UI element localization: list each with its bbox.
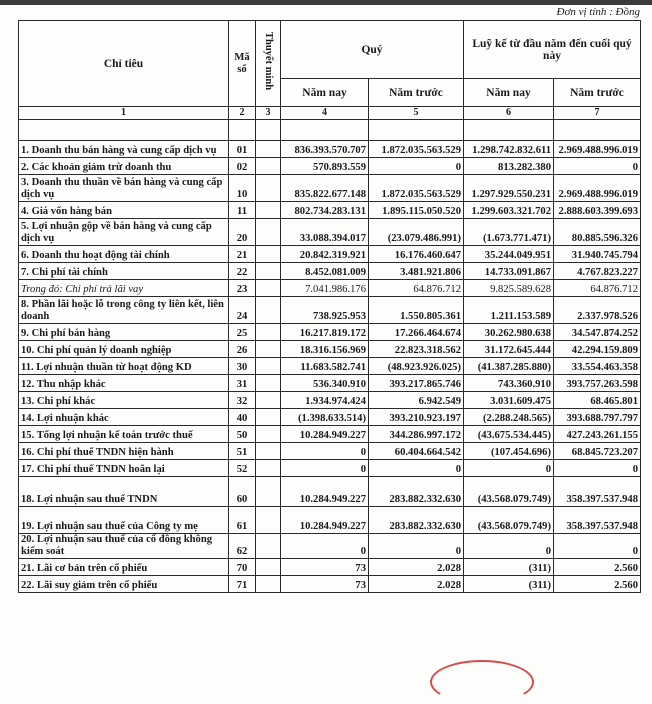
row-ytd-this-year: 35.244.049.951 bbox=[464, 246, 554, 263]
row-note bbox=[256, 280, 281, 297]
row-label: 6. Doanh thu hoạt động tài chính bbox=[19, 246, 229, 263]
row-code: 10 bbox=[229, 175, 256, 202]
row-quarter-prev-year: 0 bbox=[369, 460, 464, 477]
row-code: 31 bbox=[229, 375, 256, 392]
row-code: 26 bbox=[229, 341, 256, 358]
row-code: 20 bbox=[229, 219, 256, 246]
row-quarter-this-year: 11.683.582.741 bbox=[281, 358, 369, 375]
row-label: 1. Doanh thu bán hàng và cung cấp dịch vụ bbox=[19, 141, 229, 158]
header-q-nam-nay: Năm nay bbox=[281, 79, 369, 107]
row-code: 25 bbox=[229, 324, 256, 341]
row-note bbox=[256, 202, 281, 219]
row-ytd-prev-year: 2.337.978.526 bbox=[554, 297, 641, 324]
table-row bbox=[19, 375, 641, 392]
table-row bbox=[19, 392, 641, 409]
row-note bbox=[256, 297, 281, 324]
row-quarter-this-year: 1.934.974.424 bbox=[281, 392, 369, 409]
row-quarter-this-year: 0 bbox=[281, 443, 369, 460]
row-ytd-this-year: 0 bbox=[464, 534, 554, 559]
table-row bbox=[19, 219, 641, 246]
table-row bbox=[19, 460, 641, 477]
row-quarter-prev-year: 1.550.805.361 bbox=[369, 297, 464, 324]
row-note bbox=[256, 477, 281, 507]
row-ytd-prev-year: 68.845.723.207 bbox=[554, 443, 641, 460]
row-ytd-prev-year: 34.547.874.252 bbox=[554, 324, 641, 341]
row-code: 22 bbox=[229, 263, 256, 280]
table-row bbox=[19, 297, 641, 324]
table-row bbox=[19, 443, 641, 460]
table-row bbox=[19, 158, 641, 175]
row-label: 4. Giá vốn hàng bán bbox=[19, 202, 229, 219]
row-ytd-this-year: (311) bbox=[464, 576, 554, 593]
row-quarter-prev-year: 393.217.865.746 bbox=[369, 375, 464, 392]
table-row bbox=[19, 280, 641, 297]
row-quarter-this-year: 8.452.081.009 bbox=[281, 263, 369, 280]
row-code: 01 bbox=[229, 141, 256, 158]
row-quarter-this-year: 536.340.910 bbox=[281, 375, 369, 392]
row-ytd-this-year: 1.299.603.321.702 bbox=[464, 202, 554, 219]
table-row bbox=[19, 477, 641, 507]
row-code: 61 bbox=[229, 507, 256, 534]
row-label: 11. Lợi nhuận thuần từ hoạt động KD bbox=[19, 358, 229, 375]
row-label: 2. Các khoản giảm trừ doanh thu bbox=[19, 158, 229, 175]
table-row bbox=[19, 409, 641, 426]
row-quarter-prev-year: (48.923.926.025) bbox=[369, 358, 464, 375]
row-ytd-prev-year: 358.397.537.948 bbox=[554, 477, 641, 507]
row-ytd-this-year: 14.733.091.867 bbox=[464, 263, 554, 280]
row-quarter-prev-year: 283.882.332.630 bbox=[369, 477, 464, 507]
row-quarter-prev-year: 2.028 bbox=[369, 576, 464, 593]
header-q-nam-truoc: Năm trước bbox=[369, 79, 464, 107]
row-quarter-prev-year: 2.028 bbox=[369, 559, 464, 576]
row-label: 21. Lãi cơ bản trên cổ phiếu bbox=[19, 559, 229, 576]
row-quarter-this-year: 0 bbox=[281, 534, 369, 559]
row-note bbox=[256, 507, 281, 534]
row-quarter-this-year: 802.734.283.131 bbox=[281, 202, 369, 219]
row-quarter-this-year: 33.088.394.017 bbox=[281, 219, 369, 246]
row-ytd-prev-year: 2.969.488.996.019 bbox=[554, 141, 641, 158]
header-chi-tieu: Chỉ tiêu bbox=[19, 21, 229, 107]
row-note bbox=[256, 534, 281, 559]
header-group-luy-ke: Luỹ kế từ đầu năm đến cuối quý này bbox=[464, 21, 641, 79]
unit-label: Đơn vị tính : Đồng bbox=[556, 6, 640, 18]
row-ytd-prev-year: 33.554.463.358 bbox=[554, 358, 641, 375]
row-ytd-prev-year: 0 bbox=[554, 158, 641, 175]
table-row bbox=[19, 576, 641, 593]
row-quarter-this-year: 10.284.949.227 bbox=[281, 477, 369, 507]
row-quarter-prev-year: 0 bbox=[369, 158, 464, 175]
row-quarter-this-year: 20.842.319.921 bbox=[281, 246, 369, 263]
row-note bbox=[256, 443, 281, 460]
row-quarter-prev-year: 283.882.332.630 bbox=[369, 507, 464, 534]
table-row bbox=[19, 246, 641, 263]
row-label: 12. Thu nhập khác bbox=[19, 375, 229, 392]
row-ytd-this-year: (311) bbox=[464, 559, 554, 576]
row-ytd-prev-year: 4.767.823.227 bbox=[554, 263, 641, 280]
row-label: 9. Chi phí bán hàng bbox=[19, 324, 229, 341]
table-row bbox=[19, 507, 641, 534]
row-ytd-prev-year: 427.243.261.155 bbox=[554, 426, 641, 443]
row-label: 18. Lợi nhuận sau thuế TNDN bbox=[19, 477, 229, 507]
row-ytd-prev-year: 358.397.537.948 bbox=[554, 507, 641, 534]
row-quarter-prev-year: 3.481.921.806 bbox=[369, 263, 464, 280]
row-note bbox=[256, 341, 281, 358]
row-quarter-this-year: 73 bbox=[281, 576, 369, 593]
row-ytd-prev-year: 64.876.712 bbox=[554, 280, 641, 297]
table-row bbox=[19, 559, 641, 576]
row-code: 50 bbox=[229, 426, 256, 443]
row-note bbox=[256, 460, 281, 477]
row-quarter-this-year: 7.041.986.176 bbox=[281, 280, 369, 297]
row-note bbox=[256, 358, 281, 375]
row-note bbox=[256, 559, 281, 576]
row-code: 70 bbox=[229, 559, 256, 576]
row-ytd-this-year: 31.172.645.444 bbox=[464, 341, 554, 358]
top-dark-bar bbox=[0, 0, 652, 5]
table-row bbox=[19, 175, 641, 202]
header-ma-so: Mã số bbox=[229, 21, 256, 107]
row-ytd-this-year: 1.211.153.589 bbox=[464, 297, 554, 324]
row-code: 02 bbox=[229, 158, 256, 175]
row-note bbox=[256, 175, 281, 202]
table-row bbox=[19, 341, 641, 358]
row-ytd-prev-year: 2.560 bbox=[554, 576, 641, 593]
row-note bbox=[256, 324, 281, 341]
row-note bbox=[256, 141, 281, 158]
row-label: Trong đó: Chi phí trả lãi vay bbox=[19, 280, 229, 297]
row-code: 24 bbox=[229, 297, 256, 324]
row-ytd-this-year: 1.298.742.832.611 bbox=[464, 141, 554, 158]
row-quarter-prev-year: 1.895.115.050.520 bbox=[369, 202, 464, 219]
row-code: 11 bbox=[229, 202, 256, 219]
row-label: 22. Lãi suy giảm trên cổ phiếu bbox=[19, 576, 229, 593]
row-quarter-prev-year: 22.823.318.562 bbox=[369, 341, 464, 358]
row-ytd-this-year: (2.288.248.565) bbox=[464, 409, 554, 426]
row-quarter-prev-year: 60.404.664.542 bbox=[369, 443, 464, 460]
row-ytd-prev-year: 68.465.801 bbox=[554, 392, 641, 409]
row-code: 21 bbox=[229, 246, 256, 263]
spacer-row bbox=[19, 120, 641, 141]
row-ytd-this-year: 9.825.589.628 bbox=[464, 280, 554, 297]
row-quarter-prev-year: 16.176.460.647 bbox=[369, 246, 464, 263]
table-row bbox=[19, 324, 641, 341]
row-ytd-prev-year: 393.688.797.797 bbox=[554, 409, 641, 426]
row-label: 7. Chi phí tài chính bbox=[19, 263, 229, 280]
row-label: 5. Lợi nhuận gộp về bán hàng và cung cấp dịch vụ bbox=[19, 219, 229, 246]
row-quarter-prev-year: (23.079.486.991) bbox=[369, 219, 464, 246]
row-note bbox=[256, 219, 281, 246]
company-stamp bbox=[430, 660, 534, 704]
row-label: 16. Chi phí thuế TNDN hiện hành bbox=[19, 443, 229, 460]
table-row bbox=[19, 358, 641, 375]
row-note bbox=[256, 392, 281, 409]
row-quarter-prev-year: 1.872.035.563.529 bbox=[369, 141, 464, 158]
row-ytd-prev-year: 0 bbox=[554, 460, 641, 477]
row-ytd-this-year: (1.673.771.471) bbox=[464, 219, 554, 246]
row-ytd-prev-year: 80.885.596.326 bbox=[554, 219, 641, 246]
row-ytd-this-year: 30.262.980.638 bbox=[464, 324, 554, 341]
row-label: 15. Tổng lợi nhuận kế toán trước thuế bbox=[19, 426, 229, 443]
row-label: 19. Lợi nhuận sau thuế của Công ty mẹ bbox=[19, 507, 229, 534]
row-note bbox=[256, 158, 281, 175]
row-quarter-prev-year: 0 bbox=[369, 534, 464, 559]
table-row bbox=[19, 534, 641, 559]
row-ytd-this-year: (43.568.079.749) bbox=[464, 477, 554, 507]
row-ytd-prev-year: 31.940.745.794 bbox=[554, 246, 641, 263]
row-ytd-this-year: (43.568.079.749) bbox=[464, 507, 554, 534]
row-ytd-this-year: 3.031.609.475 bbox=[464, 392, 554, 409]
row-quarter-prev-year: 17.266.464.674 bbox=[369, 324, 464, 341]
row-code: 52 bbox=[229, 460, 256, 477]
row-quarter-this-year: 18.316.156.969 bbox=[281, 341, 369, 358]
row-quarter-prev-year: 1.872.035.563.529 bbox=[369, 175, 464, 202]
row-code: 23 bbox=[229, 280, 256, 297]
row-note bbox=[256, 246, 281, 263]
row-label: 17. Chi phí thuế TNDN hoãn lại bbox=[19, 460, 229, 477]
row-quarter-this-year: 10.284.949.227 bbox=[281, 507, 369, 534]
row-note bbox=[256, 263, 281, 280]
row-quarter-this-year: 10.284.949.227 bbox=[281, 426, 369, 443]
row-ytd-this-year: (43.675.534.445) bbox=[464, 426, 554, 443]
row-label: 13. Chi phí khác bbox=[19, 392, 229, 409]
row-note bbox=[256, 426, 281, 443]
row-quarter-this-year: 0 bbox=[281, 460, 369, 477]
row-ytd-this-year: (107.454.696) bbox=[464, 443, 554, 460]
row-ytd-prev-year: 0 bbox=[554, 534, 641, 559]
row-quarter-this-year: (1.398.633.514) bbox=[281, 409, 369, 426]
row-quarter-this-year: 16.217.819.172 bbox=[281, 324, 369, 341]
row-ytd-this-year: 1.297.929.550.231 bbox=[464, 175, 554, 202]
row-note bbox=[256, 576, 281, 593]
row-quarter-this-year: 836.393.570.707 bbox=[281, 141, 369, 158]
header-ytd-nam-truoc: Năm trước bbox=[554, 79, 641, 107]
row-note bbox=[256, 375, 281, 392]
table-row bbox=[19, 202, 641, 219]
row-ytd-this-year: 813.282.380 bbox=[464, 158, 554, 175]
row-label: 20. Lợi nhuận sau thuế của cổ đông không kiểm soát bbox=[19, 534, 229, 559]
row-ytd-prev-year: 2.560 bbox=[554, 559, 641, 576]
column-index-row: 1 2 3 4 5 6 7 bbox=[19, 107, 641, 120]
row-ytd-prev-year: 42.294.159.809 bbox=[554, 341, 641, 358]
row-quarter-prev-year: 393.210.923.197 bbox=[369, 409, 464, 426]
income-statement-table bbox=[18, 20, 641, 593]
row-label: 10. Chi phí quản lý doanh nghiệp bbox=[19, 341, 229, 358]
row-code: 32 bbox=[229, 392, 256, 409]
row-code: 30 bbox=[229, 358, 256, 375]
row-note bbox=[256, 409, 281, 426]
table-row bbox=[19, 426, 641, 443]
row-quarter-this-year: 738.925.953 bbox=[281, 297, 369, 324]
row-ytd-prev-year: 2.888.603.399.693 bbox=[554, 202, 641, 219]
row-quarter-prev-year: 64.876.712 bbox=[369, 280, 464, 297]
row-quarter-this-year: 835.822.677.148 bbox=[281, 175, 369, 202]
row-code: 51 bbox=[229, 443, 256, 460]
header-group-quy: Quý bbox=[281, 21, 464, 79]
header-ytd-nam-nay: Năm nay bbox=[464, 79, 554, 107]
row-code: 71 bbox=[229, 576, 256, 593]
row-ytd-prev-year: 2.969.488.996.019 bbox=[554, 175, 641, 202]
row-label: 14. Lợi nhuận khác bbox=[19, 409, 229, 426]
row-ytd-this-year: 743.360.910 bbox=[464, 375, 554, 392]
row-quarter-prev-year: 6.942.549 bbox=[369, 392, 464, 409]
row-code: 40 bbox=[229, 409, 256, 426]
row-label: 3. Doanh thu thuần về bán hàng và cung cấp dịch vụ bbox=[19, 175, 229, 202]
row-label: 8. Phần lãi hoặc lỗ trong công ty liên kết, liên doanh bbox=[19, 297, 229, 324]
row-quarter-this-year: 570.893.559 bbox=[281, 158, 369, 175]
row-code: 60 bbox=[229, 477, 256, 507]
table-row bbox=[19, 141, 641, 158]
row-code: 62 bbox=[229, 534, 256, 559]
row-quarter-this-year: 73 bbox=[281, 559, 369, 576]
header-thuyet-minh: Thuyết minh bbox=[256, 21, 281, 107]
row-ytd-this-year: 0 bbox=[464, 460, 554, 477]
row-ytd-this-year: (41.387.285.880) bbox=[464, 358, 554, 375]
row-quarter-prev-year: 344.286.997.172 bbox=[369, 426, 464, 443]
row-ytd-prev-year: 393.757.263.598 bbox=[554, 375, 641, 392]
table-row bbox=[19, 263, 641, 280]
